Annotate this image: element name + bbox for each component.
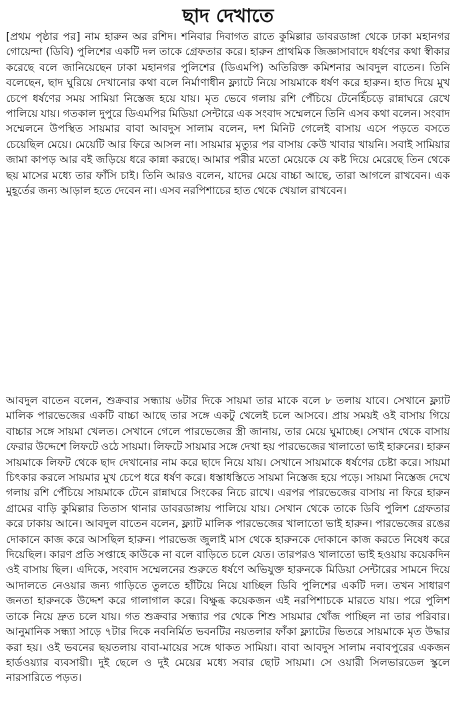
article-paragraph-1: [প্রথম পৃষ্ঠার পর] নাম হারুন অর রশিদ। শনিবার দিবাগত রাতে কুমিল্লার ডাবরডাঙ্গা থেকে ঢাকা মহানগর গোয়েন্দা (ডিবি) পুলিশের একটি দল তাকে গ্রেফতার করে। হারুন প্রাথমিক জিজ্ঞাসাবাদে ধর্ষণের কথা স্বীকার করেছে বলে জানিয়েছেন ঢাকা মহানগর পুলিশের (ডিএমপি) অতিরিক্ত কমিশনার আবদুল বাতেন। তিনি বলেছেন, ছাদ ঘুরিয়ে দেখানোর কথা বলে নির্মাণাধীন ফ্ল্যাটে নিয়ে সায়মাকে ধর্ষণ করে হারুন। হাত দিয়ে মুখ চেপে ধর্ষণের সময় সামিয়া নিস্তেজ হয়ে যায়। মৃত ভেবে গলায় রশি পেঁচিয়ে টেনেহিঁচড়ে রান্নাঘরে রেখে পালিয়ে যায়। গতকাল দুপুরে ডিএমপির মিডিয়া সেন্টারে এক সংবাদ সম্মেলনে তিনি এসব কথা বলেন। সংবাদ সম্মেলনে উপস্থিত সায়মার বাবা আবদুস সালাম বলেন, দশ মিনিট গেলেই বাসায় এসে পড়তে বসতে চেয়েছিল মেয়ে। মেয়েটি আর ফিরে আসল না। সায়মার মৃত্যুর পর বাসায় কেউ খাবার খায়নি। সবাই সামিয়ার জামা কাপড় আর বই জড়িয়ে ধরে কান্না করছে। আমার পরীর মতো মেয়েকে যে কষ্ট দিয়ে মেরেছে তিন থেকে ছয় মাসের মধ্যে তার ফাঁসি চাই। তিনি আরও বলেন, যাদের মেয়ে বাচ্চা আছে, তারা আগলে রাখবেন। এক মুহূর্তের জন্য আড়াল হতে দেবেন না। এসব নরপিশাচের হাত থেকে খেয়াল রাখবেন। — [6, 31, 450, 198]
article-paragraph-2: আবদুল বাতেন বলেন, শুক্রবার সন্ধ্যায় ৬টার দিকে সায়মা তার মাকে বলে ৮ তলায় যাবে। সেখানে ফ্ল্যাট মালিক পারভেজের একটি বাচ্চা আছে তার সঙ্গে একটু খেলেই চলে আসবে। প্রায় সময়ই ওই বাসায় গিয়ে বাচ্চার সঙ্গে সায়মা খেলত। সেখানে গেলে পারভেজের স্ত্রী জানায়, তার মেয়ে ঘুমাচ্ছে। সেখান থেকে বাসায় ফেরার উদ্দেশে লিফটে ওঠে সায়মা। লিফটে সায়মার সঙ্গে দেখা হয় পারভেজের খালাতো ভাই হারুনের। হারুন সায়মাকে লিফট থেকে ছাদ দেখানোর নাম করে ছাদে নিয়ে যায়। সেখানে সায়মাকে ধর্ষণের চেষ্টা করে। সায়মা চিৎকার করলে সায়মার মুখ চেপে ধরে ধর্ষণ করে। ধস্তাধস্তিতে সায়মা নিস্তেজ হয়ে পড়ে। সায়মা নিস্তেজ দেখে গলায় রশি পেঁচিয়ে সায়মাকে টেনে রান্নাঘরে সিংকের নিচে রাখে। এরপর পারভেজের বাসায় না ফিরে হারুন গ্রামের বাড়ি কুমিল্লার তিতাস থানার ডাবরডাঙ্গায় পালিয়ে যায়। সেখান থেকে তাকে ডিবি পুলিশ গ্রেফতার করে ঢাকায় আনে। আবদুল বাতেন বলেন, ফ্ল্যাট মালিক পারভেজের খালাতো ভাই হারুন। পারভেজের রঙের দোকানে কাজ করে আসছিল হারুন। পারভেজ জুলাই মাস থেকে হারুনকে দোকানে কাজ করতে নিষেধ করে দিয়েছিল। কারণ প্রতি সপ্তাহে কাউকে না বলে বাড়িতে চলে যেত। তারপরও খালাতো ভাই হওয়ায় কয়েকদিন ওই বাসায় ছিল। এদিকে, সংবাদ সম্মেলনের শুরুতে ধর্ষণে অভিযুক্ত হারুনকে মিডিয়া সেন্টারের সামনে দিয়ে আদালতে নেওয়ার জন্য গাড়িতে তুলতে হাঁটিয়ে নিয়ে যাচ্ছিল ডিবি পুলিশের একটি দল। তখন সাধারণ জনতা হারুনকে উদ্দেশ করে গালাগাল করে। বিক্ষুব্ধ কয়েকজন এই নরপিশাচকে মারতে যায়। পরে পুলিশ তাকে নিয়ে দ্রুত চলে যায়। গত শুক্রবার সন্ধ্যার পর থেকে শিশু সায়মার খোঁজ পাচ্ছিল না তার পরিবার। আনুমানিক সন্ধ্যা সাড়ে ৭টার দিকে নবনির্মিত ভবনটির নয়তলার ফাঁকা ফ্ল্যাটের ভিতরে সায়মাকে মৃত উদ্ধার করা হয়। ওই ভবনের ছয়তলায় বাবা-মায়ের সঙ্গে থাকত সামিয়া। বাবা আবদুস সালাম নবাবপুরের একজন হার্ডওয়্যার ব্যবসায়ী। দুই ছেলে ও দুই মেয়ের মধ্যে সবার ছোট সায়মা। সে ওয়ারী সিলভারডেল স্কুলে নারসারিতে পড়ত। — [6, 395, 450, 685]
article-headline: ছাদ দেখাতে — [182, 5, 274, 27]
